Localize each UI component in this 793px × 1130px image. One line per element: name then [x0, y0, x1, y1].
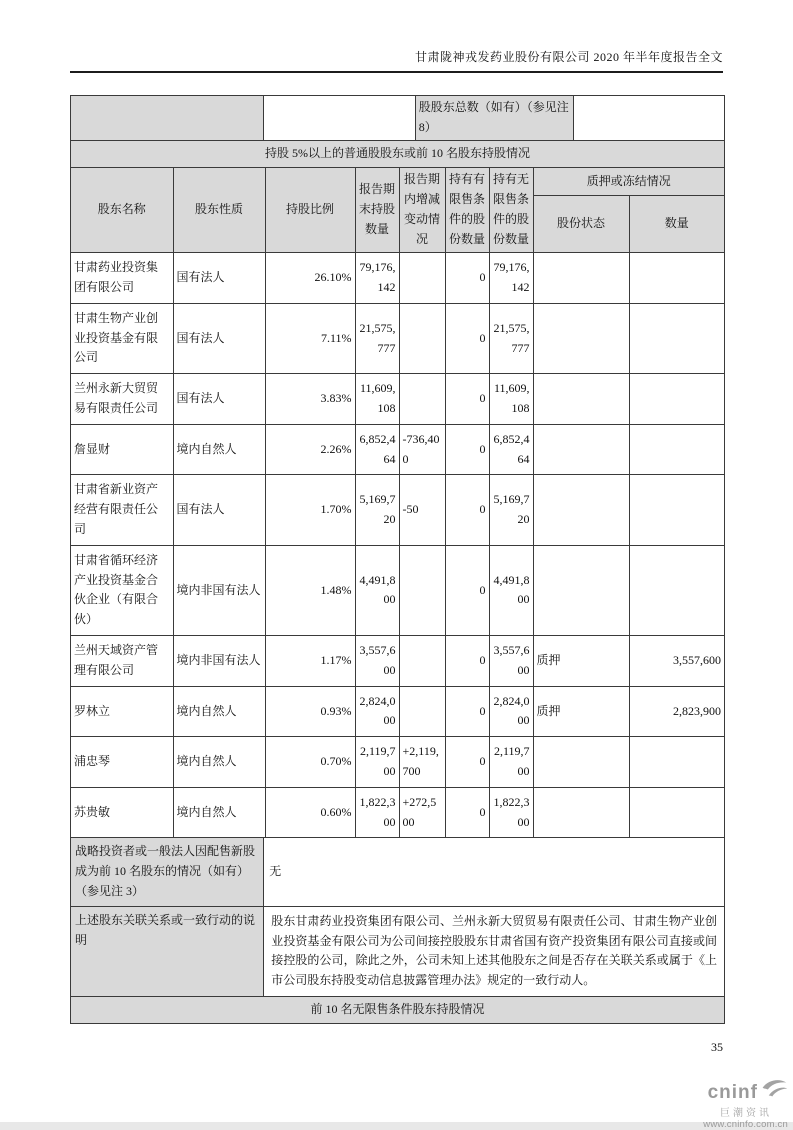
table-header — [71, 168, 724, 253]
period-change-cell: -736,400 — [399, 424, 445, 475]
shareholder-nature-cell: 境内自然人 — [173, 424, 265, 475]
table-row — [71, 737, 724, 788]
unrestricted-shares-cell: 3,557,600 — [489, 636, 533, 687]
cninfo-url: www.cninfo.com.cn — [703, 1119, 788, 1130]
shareholder-name-cell: 浦忠琴 — [71, 737, 173, 788]
pledge-qty-cell — [629, 545, 724, 635]
related-relationship-row — [71, 907, 724, 997]
unrestricted-shares-cell: 6,852,464 — [489, 424, 533, 475]
shareholder-nature-cell: 国有法人 — [173, 374, 265, 425]
table-row — [71, 374, 724, 425]
shareholder-name-cell: 甘肃生物产业创业投资基金有限公司 — [71, 303, 173, 373]
shareholder-name-cell: 甘肃省新业资产经营有限责任公司 — [71, 475, 173, 545]
cninfo-swirl-icon — [760, 1078, 788, 1106]
period-end-shares-cell: 2,119,700 — [355, 737, 399, 788]
holding-ratio-cell: 26.10% — [265, 253, 355, 304]
pledge-qty-cell — [629, 374, 724, 425]
period-change-cell — [399, 636, 445, 687]
table-row — [71, 253, 724, 304]
table-row — [71, 475, 724, 545]
page-number: 35 — [711, 1040, 723, 1054]
shareholder-nature-cell: 国有法人 — [173, 253, 265, 304]
pledge-status-cell — [533, 303, 629, 373]
restricted-shares-cell: 0 — [445, 253, 489, 304]
cninfo-brand-chinese: 巨潮资讯 — [720, 1108, 772, 1119]
period-end-shares-cell: 6,852,464 — [355, 424, 399, 475]
cninfo-logo — [678, 1078, 788, 1130]
shareholder-nature-cell: 境内自然人 — [173, 787, 265, 838]
header-divider — [70, 71, 723, 73]
period-change-cell — [399, 686, 445, 737]
unrestricted-shares-cell: 79,176,142 — [489, 253, 533, 304]
table-row — [71, 787, 724, 838]
pledge-qty-cell — [629, 737, 724, 788]
unrestricted-shares-cell: 1,822,300 — [489, 787, 533, 838]
restricted-shares-cell: 0 — [445, 424, 489, 475]
period-change-cell — [399, 545, 445, 635]
col-header-pledge-qty: 数量 — [629, 196, 724, 253]
pledge-status-cell — [533, 374, 629, 425]
preferred-shareholder-count-row — [71, 96, 724, 141]
pledge-status-cell — [533, 424, 629, 475]
pledge-qty-cell — [629, 424, 724, 475]
col-header-shareholder-name: 股东名称 — [71, 168, 173, 253]
holding-ratio-cell: 2.26% — [265, 424, 355, 475]
pledge-status-cell — [533, 787, 629, 838]
pledge-status-cell: 质押 — [533, 636, 629, 687]
period-change-cell — [399, 253, 445, 304]
shareholder-name-cell: 兰州永新大贸贸易有限责任公司 — [71, 374, 173, 425]
shareholder-nature-cell: 境内非国有法人 — [173, 636, 265, 687]
period-end-shares-cell: 3,557,600 — [355, 636, 399, 687]
restricted-shares-cell: 0 — [445, 636, 489, 687]
col-header-shareholder-nature: 股东性质 — [173, 168, 265, 253]
top10-shareholders-table — [71, 168, 724, 839]
pledge-status-cell — [533, 253, 629, 304]
unrestricted-shares-cell: 4,491,800 — [489, 545, 533, 635]
empty-cell — [574, 96, 724, 140]
unrestricted-shares-cell: 2,824,000 — [489, 686, 533, 737]
cninfo-brand-text: cninf — [707, 1081, 758, 1103]
restricted-shares-cell: 0 — [445, 374, 489, 425]
preferred-count-label: 股股东总数（如有）（参见注 8） — [416, 96, 574, 140]
pledge-qty-cell — [629, 475, 724, 545]
section-banner-unrestricted-top10: 前 10 名无限售条件股东持股情况 — [71, 997, 724, 1023]
shareholder-name-cell: 詹显财 — [71, 424, 173, 475]
shareholder-name-cell: 甘肃省循环经济产业投资基金合伙企业（有限合伙） — [71, 545, 173, 635]
empty-cell — [71, 96, 264, 140]
pledge-qty-cell — [629, 303, 724, 373]
period-end-shares-cell: 11,609,108 — [355, 374, 399, 425]
period-change-cell: +2,119,700 — [399, 737, 445, 788]
col-header-unrestricted-shares: 持有无限售条件的股份数量 — [489, 168, 533, 253]
pledge-status-cell — [533, 737, 629, 788]
table-row — [71, 686, 724, 737]
section-banner-top10-shareholders: 持股 5%以上的普通股股东或前 10 名股东持股情况 — [71, 141, 724, 168]
period-end-shares-cell: 1,822,300 — [355, 787, 399, 838]
restricted-shares-cell: 0 — [445, 737, 489, 788]
pledge-status-cell — [533, 475, 629, 545]
unrestricted-shares-cell: 21,575,777 — [489, 303, 533, 373]
restricted-shares-cell: 0 — [445, 303, 489, 373]
related-relationship-label: 上述股东关联关系或一致行动的说明 — [71, 907, 264, 996]
holding-ratio-cell: 1.17% — [265, 636, 355, 687]
period-end-shares-cell: 21,575,777 — [355, 303, 399, 373]
shareholder-nature-cell: 境内自然人 — [173, 686, 265, 737]
related-relationship-value: 股东甘肃药业投资集团有限公司、兰州永新大贸贸易有限责任公司、甘肃生物产业创业投资基金有限公司为公司间接控股股东甘肃省国有资产投资集团有限公司直接或间接控股的公司，除此之外，公司未知上述其他股东之间是否存在关联关系或属于《上市公司股东持股变动信息披露管理办法》规定的一致行动人。 — [264, 907, 724, 996]
shareholder-name-cell: 苏贵敏 — [71, 787, 173, 838]
shareholder-table-body — [71, 253, 724, 838]
period-end-shares-cell: 79,176,142 — [355, 253, 399, 304]
shareholder-name-cell: 甘肃药业投资集团有限公司 — [71, 253, 173, 304]
strategic-investor-label: 战略投资者或一般法人因配售新股成为前 10 名股东的情况（如有）（参见注 3） — [71, 838, 264, 905]
page-title: 甘肃陇神戎发药业股份有限公司 2020 年半年度报告全文 — [414, 50, 723, 64]
strategic-investor-value: 无 — [264, 838, 724, 905]
holding-ratio-cell: 0.60% — [265, 787, 355, 838]
strategic-investor-row — [71, 838, 724, 906]
shareholder-nature-cell: 国有法人 — [173, 303, 265, 373]
unrestricted-shares-cell: 2,119,700 — [489, 737, 533, 788]
holding-ratio-cell: 0.93% — [265, 686, 355, 737]
col-header-holding-ratio: 持股比例 — [265, 168, 355, 253]
period-end-shares-cell: 5,169,720 — [355, 475, 399, 545]
table-row — [71, 303, 724, 373]
table-row — [71, 545, 724, 635]
shareholder-nature-cell: 国有法人 — [173, 475, 265, 545]
period-change-cell — [399, 303, 445, 373]
pledge-status-cell: 质押 — [533, 686, 629, 737]
holding-ratio-cell: 1.70% — [265, 475, 355, 545]
empty-cell — [264, 96, 415, 140]
col-header-pledge-group: 质押或冻结情况 — [533, 168, 724, 196]
col-header-pledge-status: 股份状态 — [533, 196, 629, 253]
holding-ratio-cell: 7.11% — [265, 303, 355, 373]
pledge-qty-cell: 2,823,900 — [629, 686, 724, 737]
col-header-period-change: 报告期内增减变动情况 — [399, 168, 445, 253]
period-change-cell — [399, 374, 445, 425]
unrestricted-shares-cell: 11,609,108 — [489, 374, 533, 425]
period-change-cell: +272,500 — [399, 787, 445, 838]
pledge-qty-cell — [629, 787, 724, 838]
unrestricted-shares-cell: 5,169,720 — [489, 475, 533, 545]
col-header-period-end-shares: 报告期末持股数量 — [355, 168, 399, 253]
shareholding-table — [70, 95, 725, 1024]
period-end-shares-cell: 4,491,800 — [355, 545, 399, 635]
restricted-shares-cell: 0 — [445, 787, 489, 838]
holding-ratio-cell: 1.48% — [265, 545, 355, 635]
shareholder-name-cell: 罗林立 — [71, 686, 173, 737]
pledge-status-cell — [533, 545, 629, 635]
holding-ratio-cell: 0.70% — [265, 737, 355, 788]
shareholder-nature-cell: 境内非国有法人 — [173, 545, 265, 635]
restricted-shares-cell: 0 — [445, 545, 489, 635]
pledge-qty-cell — [629, 253, 724, 304]
holding-ratio-cell: 3.83% — [265, 374, 355, 425]
period-end-shares-cell: 2,824,000 — [355, 686, 399, 737]
period-change-cell: -50 — [399, 475, 445, 545]
col-header-restricted-shares: 持有有限售条件的股份数量 — [445, 168, 489, 253]
restricted-shares-cell: 0 — [445, 686, 489, 737]
table-row — [71, 424, 724, 475]
shareholder-nature-cell: 境内自然人 — [173, 737, 265, 788]
pledge-qty-cell: 3,557,600 — [629, 636, 724, 687]
shareholder-name-cell: 兰州天域资产管理有限公司 — [71, 636, 173, 687]
restricted-shares-cell: 0 — [445, 475, 489, 545]
table-row — [71, 636, 724, 687]
